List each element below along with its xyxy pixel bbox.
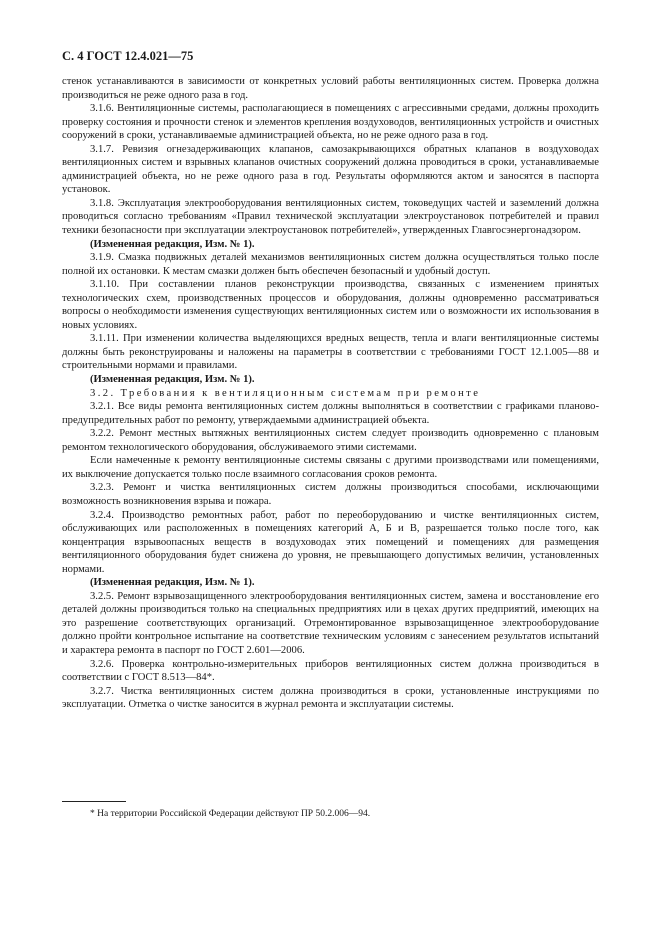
paragraph-continuation: стенок устанавливаются в зависимости от конкретных условий работы вентиляционных систем. Проверка должна производиться не реже одного раза в год. [62, 76, 599, 101]
clause-3-1-6: 3.1.6. Вентиляционные системы, располагающиеся в помещениях с агрессивными средами, должны проходить проверку состояния и прочности стенок и элементов крепления воздуховодов, вентиляционных устройств и очистных сооружений в сроки, устанавливаемые администрацией объекта, но не реже одного раза в год. [62, 103, 599, 142]
document-body [62, 75, 599, 712]
clause-3-2-1: 3.2.1. Все виды ремонта вентиляционных систем должны выполняться в соответствии с графиками планово-предупредительных работ по ремонту, утверждаемыми администрацией объекта. [62, 401, 599, 426]
section-heading-3-2: 3.2. Требования к вентиляционным системам при ремонте [90, 387, 481, 399]
clause-3-2-2-continued: Если намеченные к ремонту вентиляционные системы связаны с другими производствами или помещениями, их выключение допускается только после взаимного согласования сроков ремонта. [62, 455, 599, 480]
clause-3-2-6: 3.2.6. Проверка контрольно-измерительных приборов вентиляционных систем должна производиться в соответствии с ГОСТ 8.513—84*. [62, 658, 599, 684]
clause-3-2-7: 3.2.7. Чистка вентиляционных систем должна производиться в сроки, установленные инструкциями по эксплуатации. Отметка о чистке заносится в журнал ремонта и эксплуатации системы. [62, 685, 599, 711]
page-header: С. 4 ГОСТ 12.4.021—75 [62, 49, 194, 63]
edition-note: (Измененная редакция, Изм. № 1). [90, 577, 255, 589]
clause-3-2-4: 3.2.4. Производство ремонтных работ, работ по переоборудованию и чистке вентиляционных систем, обслуживающих или расположенных в помещениях категорий А, Б и В, разрешается только после того, как концентрация взрывоопасных веществ в воздуховодах этих помещений и помещениях для размещения вентиляционного оборудования будет снижена до уровня, не превышающего допустимых величин, установленных нормами. [62, 509, 599, 575]
clause-3-1-7: 3.1.7. Ревизия огнезадерживающих клапанов, самозакрывающихся обратных клапанов в воздуховодах вентиляционных систем и взрывных клапанов очистных сооружений должна проводиться в сроки, устанавливаемые администрацией объекта, но не реже одного раза в год. Результаты оформляются актом и заносятся в паспорта установок. [62, 143, 599, 196]
clause-3-1-11: 3.1.11. При изменении количества выделяющихся вредных веществ, тепла и влаги вентиляционные системы должны быть реконструированы и наложены на параметры в соответствии с требованиями ГОСТ 12.1.005—88 и строительными нормами и правилами. [62, 333, 599, 372]
footnote: * На территории Российской Федерации действуют ПР 50.2.006—94. [90, 809, 371, 819]
clause-3-1-10: 3.1.10. При составлении планов реконструкции производства, связанных с изменением принятых технологических схем, производственных процессов и оборудования, должны одновременно рассматриваться вопросы о необходимости изменения существующих вентиляционных систем или о возможности их использования в новых условиях. [62, 279, 599, 331]
clause-3-2-3: 3.2.3. Ремонт и чистка вентиляционных систем должны производиться способами, исключающими возможность возникновения взрыва и пожара. [62, 482, 599, 507]
clause-3-1-8: 3.1.8. Эксплуатация электрооборудования вентиляционных систем, токоведущих частей и заземлений должна проводиться согласно требованиям «Правил технической эксплуатации электроустановок потребителей и правил техники безопасности при эксплуатации электроустановок потребителей», утвержденных Главгосэнергонадзором. [62, 197, 599, 237]
clause-3-2-5: 3.2.5. Ремонт взрывозащищенного электрооборудования вентиляционных систем, замена и восстановление его деталей должны производиться только на специальных предприятиях или в цехах других предприятий, имеющих на это разрешение соответствующих организаций. Отремонтированное взрывозащищенное электрооборудование должно пройти контрольное испытание на соответствие техническим условиям с занесением результатов испытаний и характера ремонта в паспорт по ГОСТ 2.601—2006. [62, 590, 599, 656]
clause-3-1-9: 3.1.9. Смазка подвижных деталей механизмов вентиляционных систем должна осуществляться только после полной их остановки. К местам смазки должен быть обеспечен безопасный и удобный доступ. [62, 252, 599, 277]
clause-3-2-2: 3.2.2. Ремонт местных вытяжных вентиляционных систем следует производить одновременно с плановым ремонтом технологического оборудования, обслуживаемого этими системами. [62, 428, 599, 453]
footnote-divider [62, 801, 126, 802]
edition-note: (Измененная редакция, Изм. № 1). [90, 238, 255, 250]
edition-note: (Измененная редакция, Изм. № 1). [90, 374, 255, 386]
